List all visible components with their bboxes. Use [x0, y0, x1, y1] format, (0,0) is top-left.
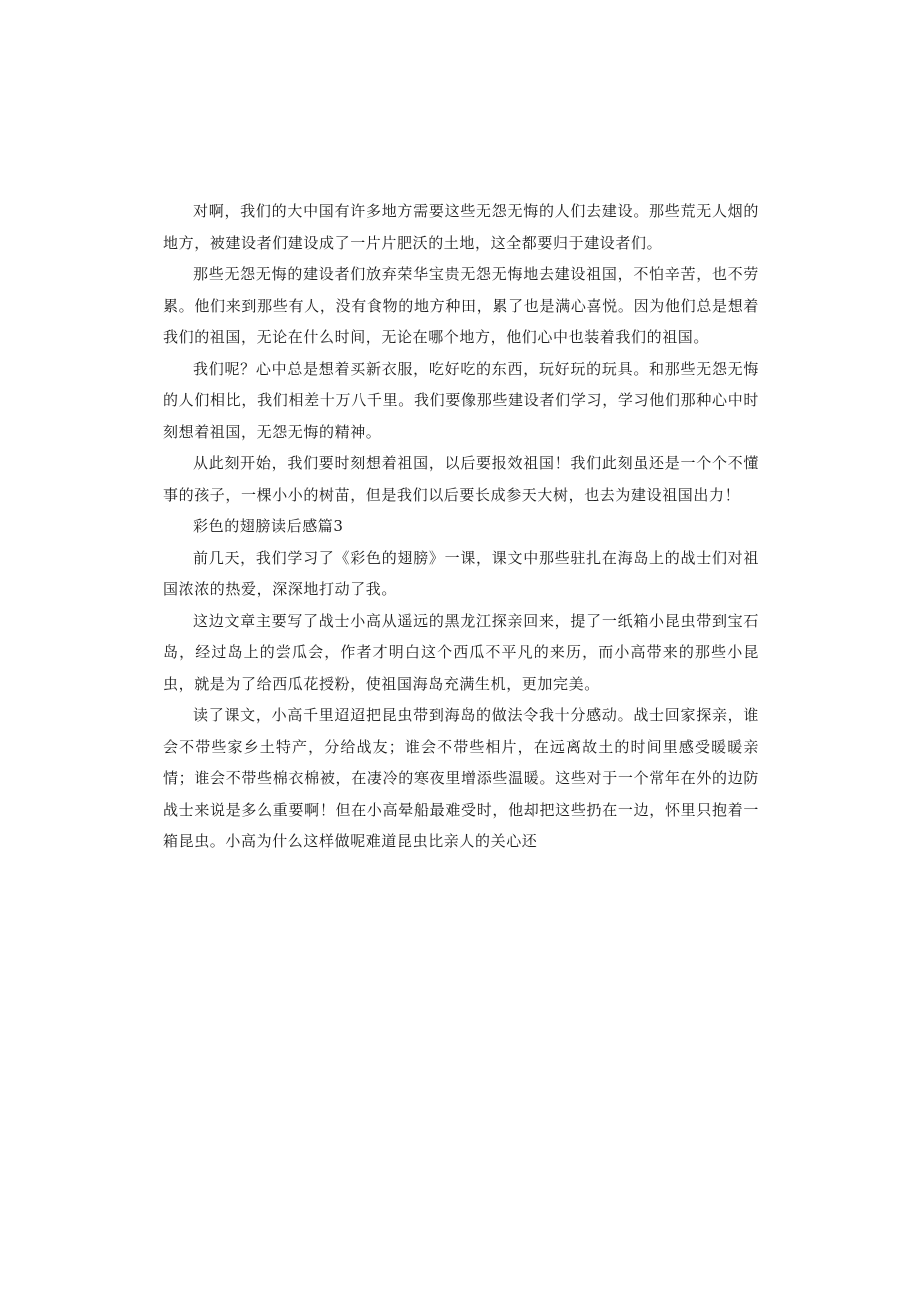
paragraph: 前几天，我们学习了《彩色的翅膀》一课，课文中那些驻扎在海岛上的战士们对祖国浓浓的热爱，深深地打动了我。 — [163, 548, 759, 598]
paragraph: 读了课文，小高千里迢迢把昆虫带到海岛的做法令我十分感动。战士回家探亲，谁会不带些家乡土特产，分给战友；谁会不带些相片，在远离故土的时间里感受暖暖亲情；谁会不带些棉衣棉被，在凄冷的寒夜里增添些温暖。这些对于一个常年在外的边防战士来说是多么重要啊！但在小高晕船最难受时，他却把这些扔在一边，怀里只抱着一箱昆虫。小高为什么这样做呢难道昆虫比亲人的关心还 — [163, 706, 759, 850]
section-heading: 彩色的翅膀读后感篇3 — [193, 517, 344, 535]
document-body — [163, 196, 759, 858]
paragraph: 这边文章主要写了战士小高从遥远的黑龙江探亲回来，提了一纸箱小昆虫带到宝石岛，经过岛上的尝瓜会，作者才明白这个西瓜不平凡的来历，而小高带来的那些小昆虫，就是为了给西瓜花授粉，使祖国海岛充满生机，更加完美。 — [163, 611, 759, 693]
paragraph: 那些无怨无悔的建设者们放弃荣华宝贵无怨无悔地去建设祖国，不怕辛苦，也不劳累。他们来到那些有人，没有食物的地方种田，累了也是满心喜悦。因为他们总是想着我们的祖国，无论在什么时间，无论在哪个地方，他们心中也装着我们的祖国。 — [163, 265, 759, 346]
paragraph: 从此刻开始，我们要时刻想着祖国，以后要报效祖国！我们此刻虽还是一个个不懂事的孩子，一棵小小的树苗，但是我们以后要长成参天大树，也去为建设祖国出力！ — [163, 454, 759, 504]
paragraph: 对啊，我们的大中国有许多地方需要这些无怨无悔的人们去建设。那些荒无人烟的地方，被建设者们建设成了一片片肥沃的土地，这全都要归于建设者们。 — [163, 202, 759, 252]
paragraph: 我们呢？心中总是想着买新衣服，吃好吃的东西，玩好玩的玩具。和那些无怨无悔的人们相比，我们相差十万八千里。我们要像那些建设者们学习，学习他们那种心中时刻想着祖国，无怨无悔的精神。 — [163, 359, 759, 441]
